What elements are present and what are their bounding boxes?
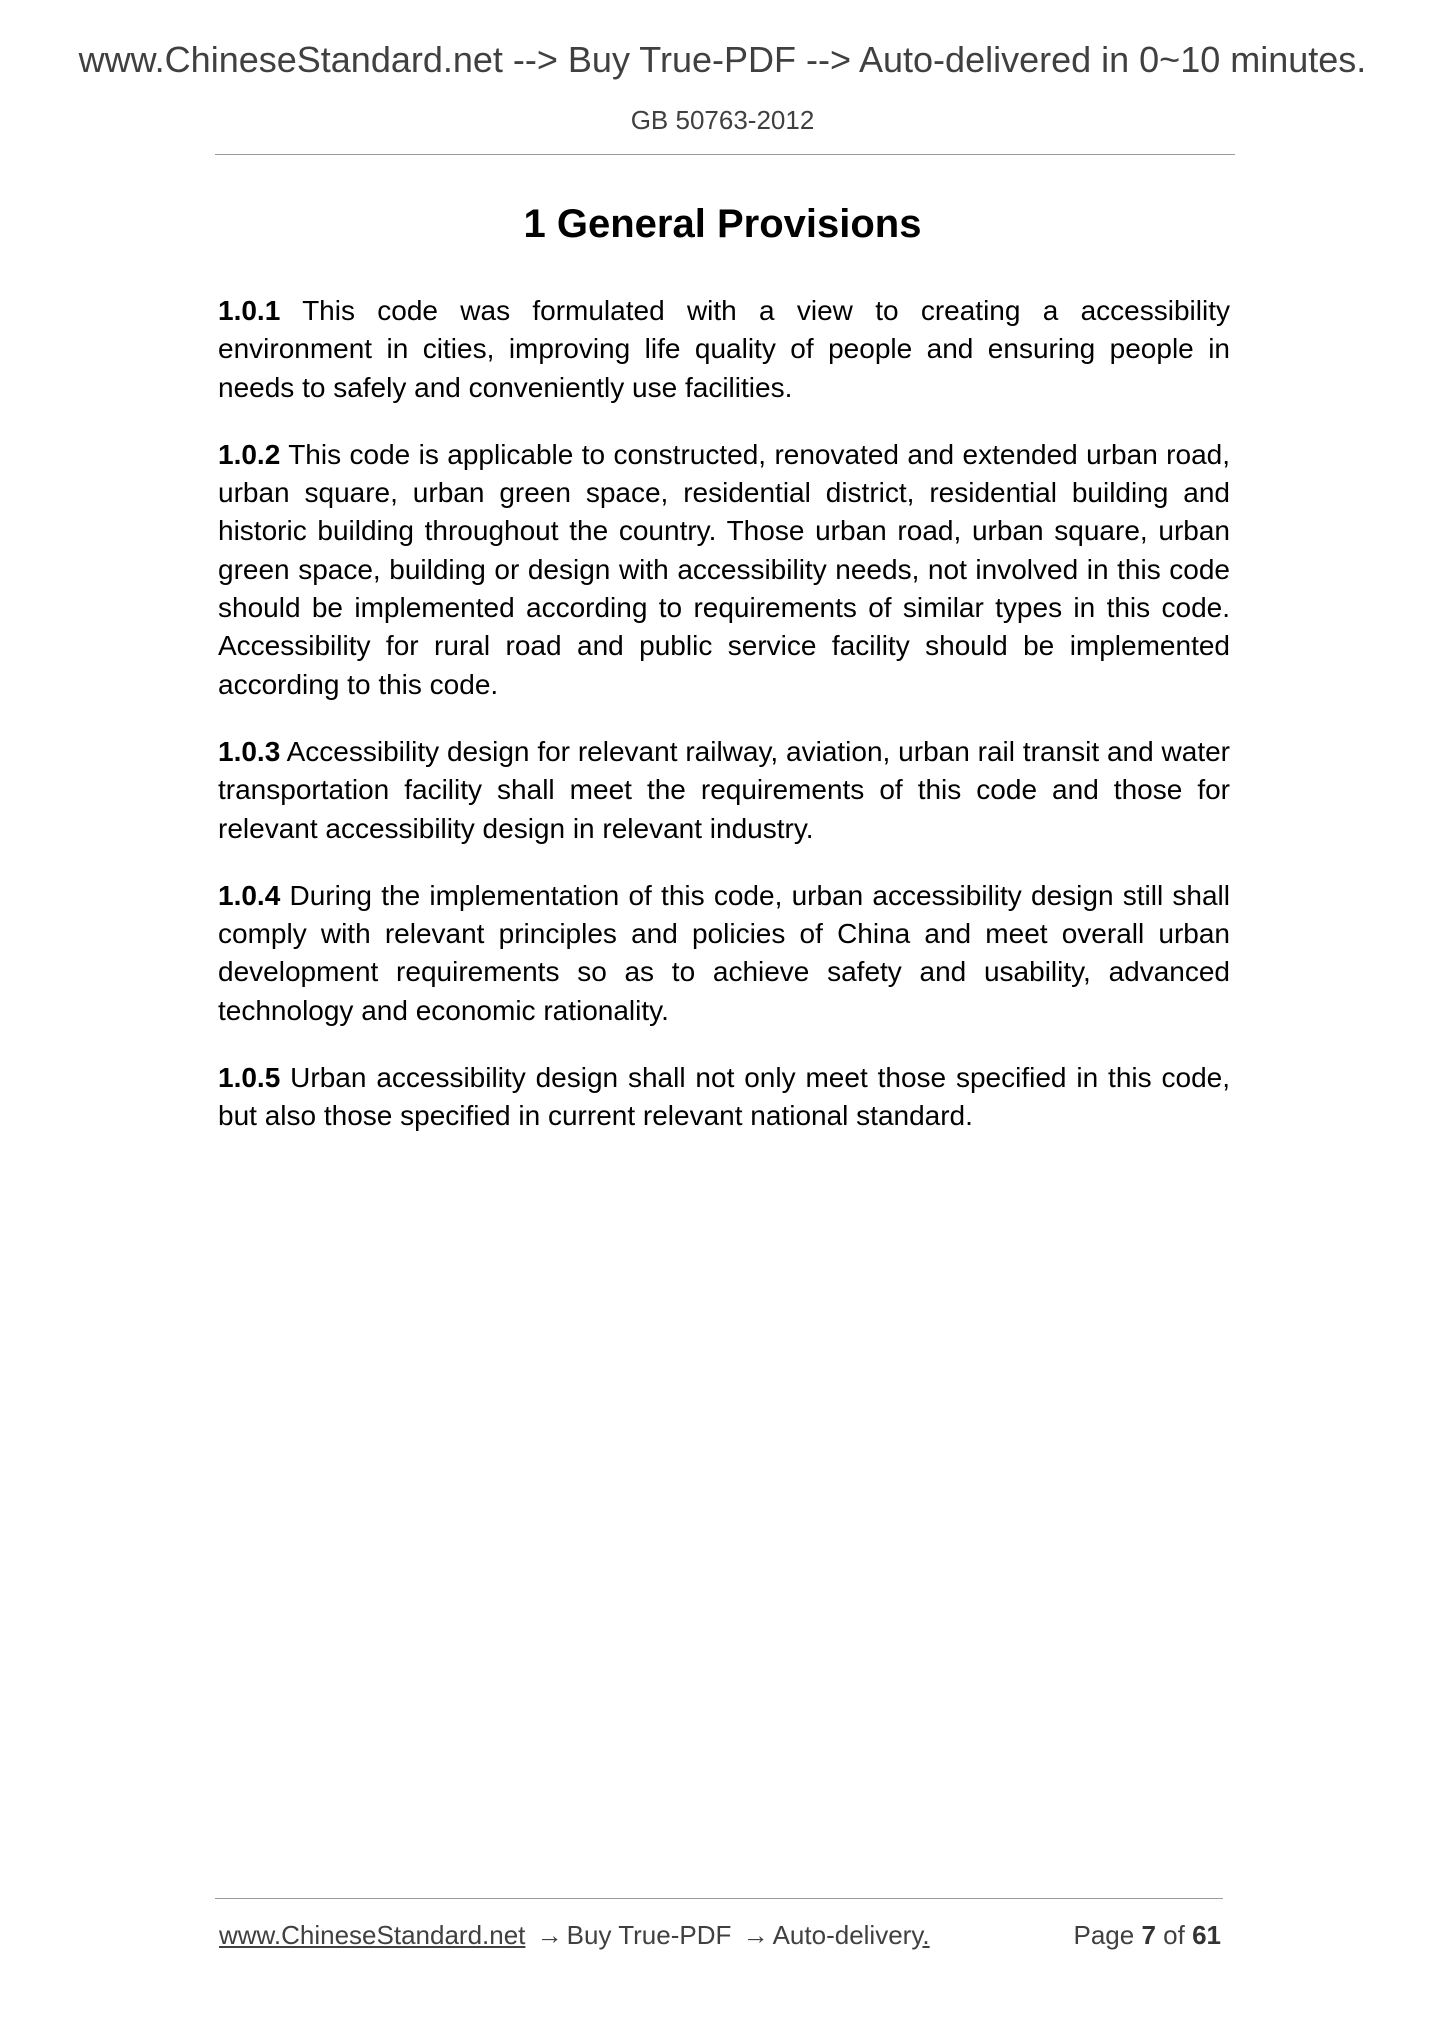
- clause-text: This code is applicable to constructed, renovated and extended urban road, urban square, urban green space, residential district, residential building and historic building throughout the country. Those urban road, urban square, urban green space, building or design with accessibility needs, not involved in this code should be implemented according to requirements of similar types in this code. Accessibility for rural road and public service facility should be implemented according to this code.: [218, 438, 1230, 700]
- chapter-title: 1 General Provisions: [523, 202, 922, 246]
- clause-1-0-2: [218, 436, 1230, 704]
- clause-1-0-1: [218, 292, 1230, 407]
- page-number: 7: [1141, 1920, 1156, 1950]
- footer-period: .: [922, 1920, 930, 1950]
- top-banner: www.ChineseStandard.net --> Buy True-PDF --> Auto-delivered in 0~10 minutes.: [78, 39, 1367, 80]
- clause-1-0-4: [218, 877, 1230, 1030]
- clause-1-0-5: [218, 1059, 1230, 1136]
- footer-buy-text: Buy True-PDF: [566, 1920, 732, 1950]
- clause-number: 1.0.1: [218, 295, 281, 326]
- clause-list: [218, 292, 1230, 1165]
- footer-divider: [215, 1898, 1223, 1899]
- header-divider: [215, 154, 1235, 155]
- page-indicator: [1073, 1918, 1221, 1952]
- footer-delivery-text: Auto-delivery: [772, 1920, 923, 1950]
- arrow-right-icon: →: [536, 1920, 563, 1950]
- clause-text: Accessibility design for relevant railway, aviation, urban rail transit and water transportation facility shall meet the requirements of this code and those for relevant accessibility design in relevant industry.: [218, 735, 1230, 844]
- clause-number: 1.0.4: [218, 879, 281, 911]
- clause-number: 1.0.5: [218, 1062, 281, 1094]
- page-label: Page: [1073, 1920, 1135, 1950]
- clause-number: 1.0.2: [218, 438, 281, 470]
- total-pages: 61: [1192, 1920, 1221, 1950]
- clause-text: Urban accessibility design shall not only meet those specified in this code, but also those specified in current relevant national standard.: [218, 1062, 1231, 1132]
- clause-text: This code was formulated with a view to creating a accessibility environment in cities, improving life quality of people and ensuring people in needs to safely and conveniently use facilities.: [218, 295, 1230, 403]
- clause-text: During the implementation of this code, urban accessibility design still shall comply with relevant principles and policies of China and meet overall urban development requirements so as to achieve safety and usability, advanced technology and economic rationality.: [218, 879, 1230, 1026]
- clause-1-0-3: [218, 733, 1230, 848]
- clause-number: 1.0.3: [218, 735, 281, 767]
- of-label: of: [1163, 1920, 1185, 1950]
- footer-promo: [219, 1918, 930, 1952]
- document-code: GB 50763-2012: [630, 105, 815, 135]
- footer-site-link[interactable]: www.ChineseStandard.net: [219, 1920, 526, 1950]
- arrow-right-icon: →: [742, 1920, 769, 1950]
